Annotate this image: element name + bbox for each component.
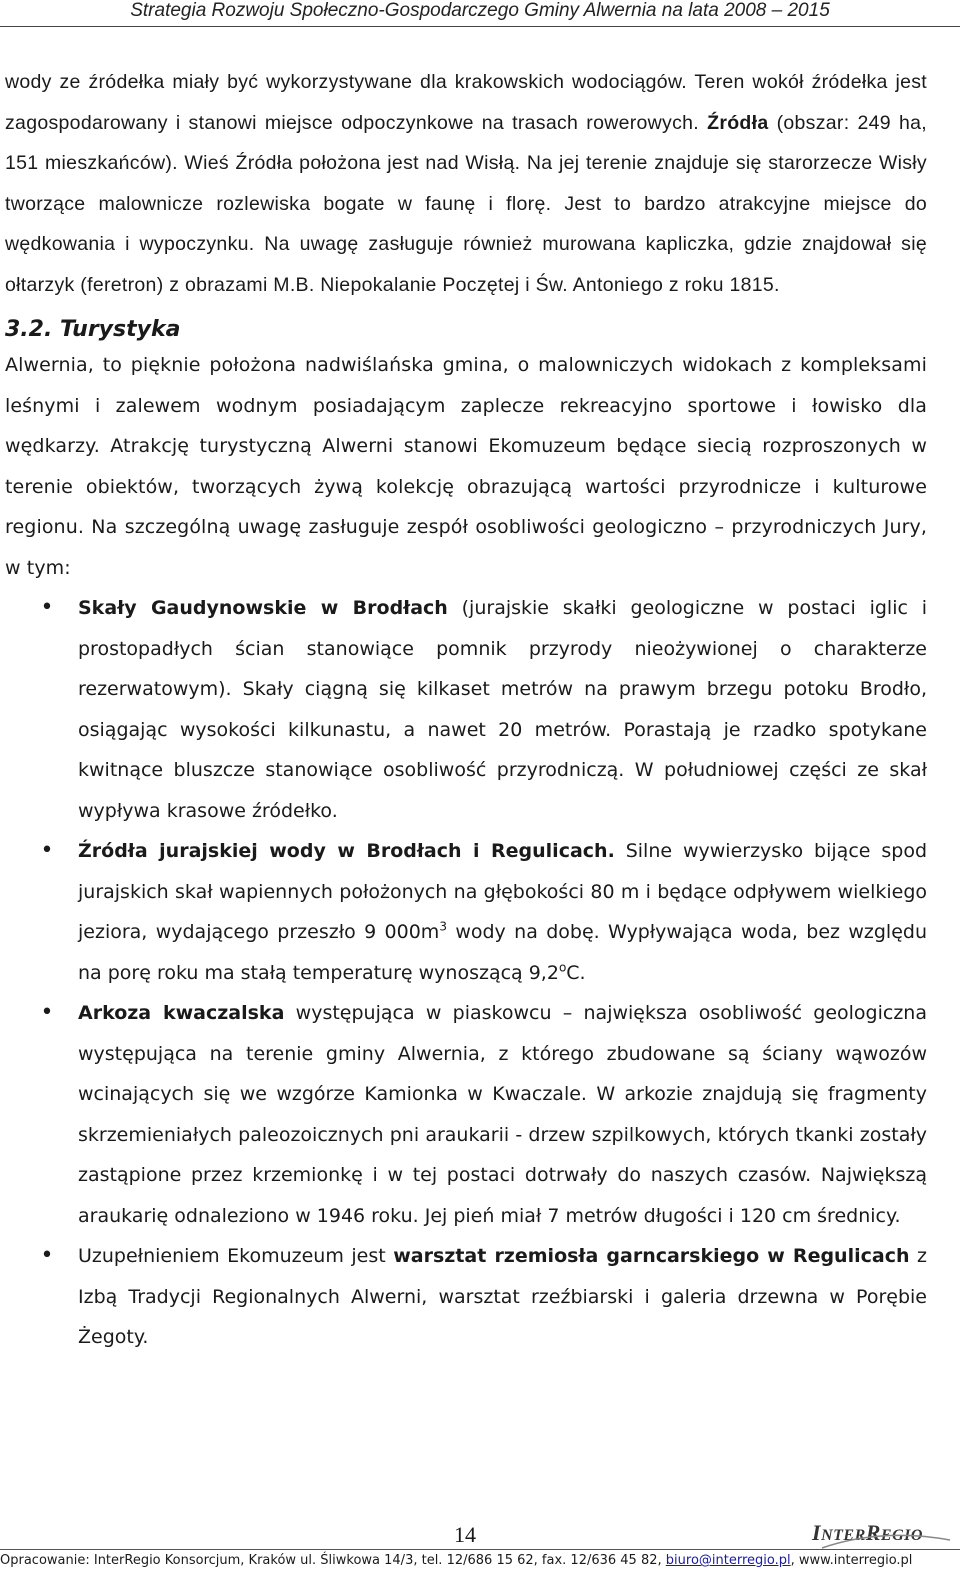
superscript: 3	[439, 919, 447, 934]
page-header	[0, 0, 960, 36]
list-item-text: (jurajskie skałki geologiczne w postaci iglic i prostopadłych ścian stanowiące pomnik przyrody nieożywionej o charakterze rezerwatowym). Skały ciągną się kilkaset metrów na prawym brzegu potoku Brodło, osiągając wysokości kilkunastu, a nawet 20 metrów. Porastają je rzadko spotykane kwitnące bluszcze stanowiące osobliwość przyrodniczą. W południowej części ze skał wypływa krasowe źródełko.	[78, 597, 928, 822]
tourism-paragraph: Alwernia, to pięknie położona nadwiślańska gmina, o malowniczych widokach z kompleksami leśnymi i zalewem wodnym posiadającym zaplecze rekreacyjno sportowe i łowisko dla wędkarzy. Atrakcję turystyczną Alwerni stanowi Ekomuzeum będące siecią rozproszonych w terenie obiektów, tworzących żywą kolekcję obrazującą wartości przyrodnicze i kulturowe regionu. Na szczególną uwagę zasługuje zespół osobliwości geologiczno – przyrodniczych Jury, w tym:	[5, 354, 927, 579]
intro-paragraph	[5, 62, 927, 305]
list-item	[5, 831, 927, 993]
header-divider	[0, 26, 960, 27]
list-item-text: Silne wywierzysko bijące spod jurajskich skał wapiennych położonych na głębokości 80 m i będące odpływem wielkiego jeziora, wydającego przeszło 9 000m	[78, 840, 928, 943]
superscript: o	[558, 960, 567, 975]
email-link[interactable]: biuro@interregio.pl	[665, 1553, 791, 1568]
list-item-text: z Izbą Tradycji Regionalnych Alwerni, warsztat rzeźbiarski i galeria drzewna w Porębie Żegoty.	[78, 1245, 927, 1348]
list-item	[5, 993, 927, 1236]
list-item-text: wody na dobę. Wypływająca woda, bez względu na porę roku ma stałą temperaturę wynoszącą 9,2	[78, 921, 927, 984]
list-item	[5, 1236, 927, 1358]
list-item-title: Arkoza kwaczalska	[78, 1002, 285, 1024]
contact-text: Opracowanie: InterRegio Konsorcjum, Kraków ul. Śliwkowa 14/3, tel. 12/686 15 62, fax. 12/636 45 82,	[0, 1553, 666, 1568]
logo-letters: NTER	[821, 1527, 866, 1544]
bullet-icon: •	[40, 838, 54, 863]
logo-letters: EGIO	[880, 1527, 923, 1544]
list-item-text: Uzupełnieniem Ekomuzeum jest	[78, 1245, 394, 1267]
intro-text-1: wody ze źródełka miały być wykorzystywane dla krakowskich wodociągów. Teren wokół źródełka jest zagospodarowany i stanowi miejsce odpoczynkowe na trasach rowerowych.	[5, 71, 927, 134]
list-item-title: Skały Gaudynowskie w Brodłach	[78, 597, 448, 619]
section-heading: 3.2. Turystyka	[5, 317, 181, 342]
logo-letter: R	[865, 1520, 881, 1545]
footer-divider	[0, 1549, 960, 1550]
zrodla-bold: Źródła	[707, 111, 769, 134]
bullet-icon: •	[40, 1243, 54, 1268]
separator: ,	[790, 1553, 799, 1568]
list-item-title: warsztat rzemiosła garncarskiego w Regulicach	[393, 1245, 910, 1267]
intro-text-2: (obszar: 249 ha, 151 mieszkańców). Wieś Źródła położona jest nad Wisłą. Na jej terenie znajduje się starorzecze Wisły tworzące malownicze rozlewiska bogate w faunę i florę. Jest to bardzo atrakcyjne miejsce do wędkowania i wypoczynku. Na uwagę zasługuje również murowana kapliczka, gdzie znajdował się ołtarzyk (feretron) z obrazami M.B. Niepokalanie Poczętej i Św. Antoniego z roku 1815.	[5, 111, 928, 296]
list-item	[5, 588, 927, 831]
document-title: Strategia Rozwoju Społeczno-Gospodarczego Gminy Alwernia na lata 2008 – 2015	[130, 0, 830, 21]
list-item-title: Źródła jurajskiej wody w Brodłach i Regulicach.	[78, 840, 615, 862]
list-item-text: występująca w piaskowcu – największa osobliwość geologiczna występująca na terenie gminy Alwernia, z którego zbudowane są ściany wąwozów wcinających się we wzgórze Kamionka w Kwaczale. W arkozie znajdują się fragmenty skrzemieniałych paleozoicznych pni araukarii - drzew szpilkowych, których tkanki zostały zastąpione przez krzemionkę i w tej postaci dotrwały do naszych czasów. Największą araukarię odnaleziono w 1946 roku. Jej pień miał 7 metrów długości i 120 cm średnicy.	[78, 1002, 927, 1227]
logo-swoosh-icon	[812, 1520, 952, 1550]
list-item-text: C.	[566, 961, 586, 984]
bullet-icon: •	[40, 595, 54, 620]
bullet-icon: •	[40, 1000, 54, 1025]
page-number: 14	[454, 1522, 476, 1547]
footer-contact	[0, 1552, 960, 1570]
document-body	[5, 62, 927, 1358]
attractions-list	[5, 588, 927, 1358]
website-link[interactable]: www.interregio.pl	[798, 1553, 913, 1568]
interregio-logo	[812, 1520, 952, 1550]
logo-letter: I	[812, 1520, 822, 1545]
